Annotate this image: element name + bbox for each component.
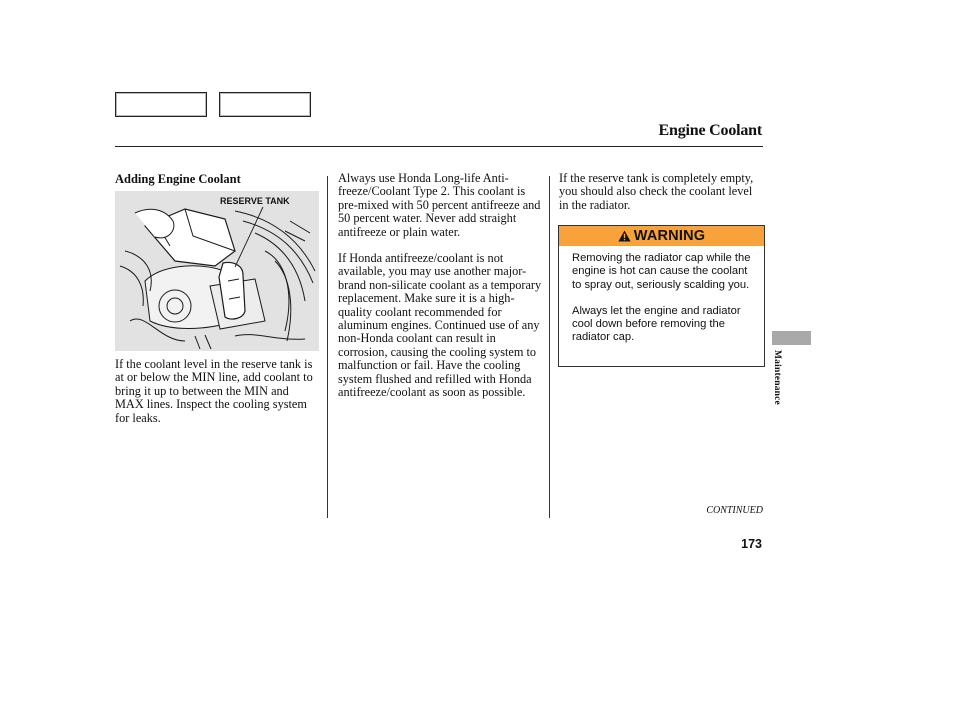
page-number: 173 — [741, 537, 762, 551]
paragraph: If the reserve tank is completely empty, you should also check the coolant level in the radiator. — [559, 171, 754, 212]
warning-paragraph: Always let the engine and radiator cool down before removing the radiator cap. — [572, 304, 741, 344]
nav-contents-button[interactable] — [219, 92, 311, 117]
warning-header — [559, 226, 764, 246]
paragraph: If the coolant level in the reserve tank is at or below the MIN line, add coolant to bring it up to between the MIN and MAX lines. Inspect the cooling system for leaks. — [115, 357, 313, 425]
paragraph: If Honda antifreeze/coolant is not available, you may use another major-brand non-silicate coolant as a temporary replacement. Make sure it is a high-quality coolant recommended for aluminum engines. Continued use of any non-Honda coolant can result in corrosion, causing the cooling system to malfunction or fail. Have the cooling system flushed and refilled with Honda antifreeze/coolant as soon as possible. — [338, 251, 542, 400]
section-tab-marker — [772, 331, 811, 345]
column-2-text — [338, 172, 543, 413]
paragraph: Always use Honda Long-life Anti-freeze/Coolant Type 2. This coolant is pre-mixed with 50 percent antifreeze and 50 percent water. Never add straight antifreeze or plain water. — [338, 171, 541, 239]
warning-body — [559, 246, 764, 345]
page-title: Engine Coolant — [658, 122, 762, 139]
section-tab-label: Maintenance — [772, 350, 782, 405]
header-divider — [115, 146, 763, 147]
column-1-text — [115, 358, 320, 438]
warning-triangle-icon — [618, 230, 631, 242]
warning-box — [558, 225, 765, 367]
column-3-text — [559, 172, 759, 225]
warning-title: WARNING — [633, 228, 706, 244]
column-divider — [549, 176, 550, 518]
engine-reserve-tank-illustration — [115, 191, 319, 351]
engine-bay-drawing — [115, 191, 319, 351]
section-heading: Adding Engine Coolant — [115, 172, 241, 186]
nav-back-button[interactable] — [115, 92, 207, 117]
continued-label: CONTINUED — [706, 505, 763, 516]
reserve-tank-label: RESERVE TANK — [220, 196, 290, 206]
warning-paragraph: Removing the radiator cap while the engine is hot can cause the coolant to spray out, seriously scalding you. — [572, 252, 751, 291]
column-divider — [327, 176, 328, 518]
